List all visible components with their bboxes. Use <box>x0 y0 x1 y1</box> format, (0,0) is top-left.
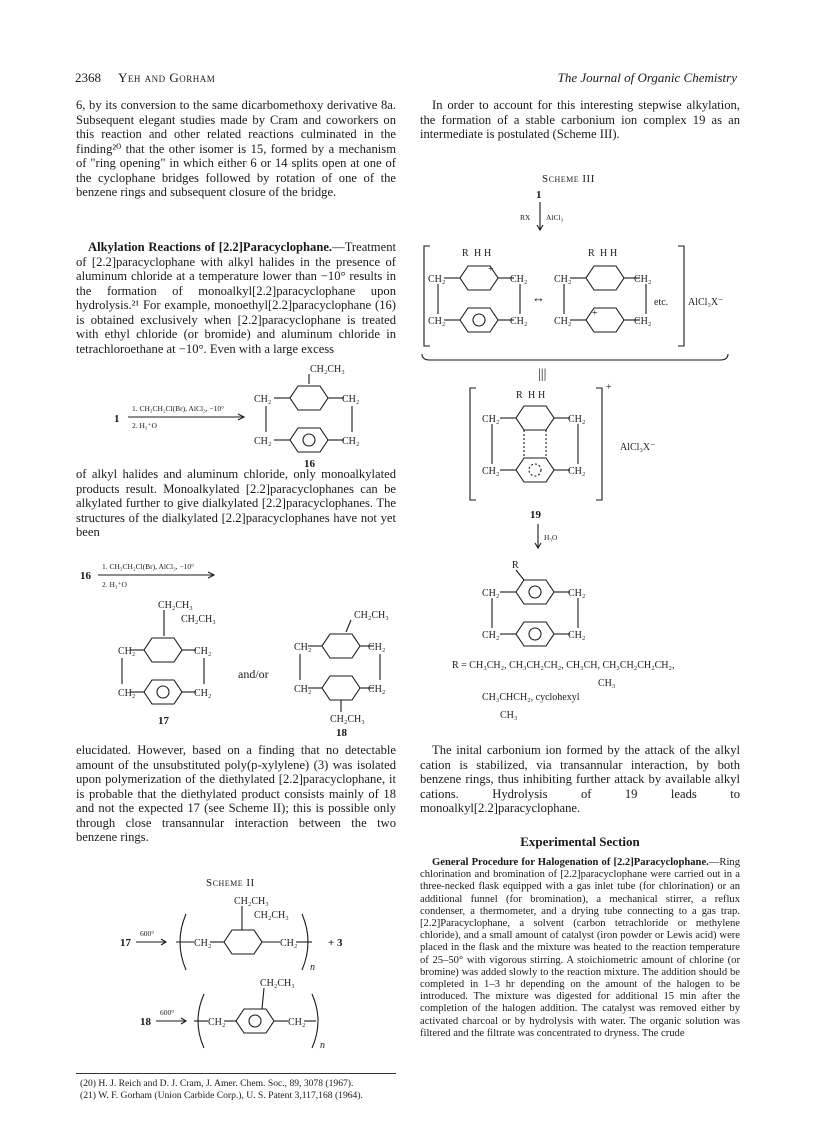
svg-text:H: H <box>528 390 536 401</box>
svg-text:CH₂: CH₂ <box>208 1017 226 1028</box>
carbonium-complex-19 <box>470 382 612 500</box>
svg-text:n: n <box>310 962 315 973</box>
reagent-16-step1: 1. CH₃CH₂Cl(Br), AlCl₃, −10° <box>132 404 225 413</box>
left-para-3 <box>76 467 396 540</box>
svg-text:CH₂CH₃: CH₂CH₃ <box>234 896 269 907</box>
complex-counterion: AlCl₃X⁻ <box>620 442 656 453</box>
left-para-3-text: of alkyl halides and aluminum chloride, only monoalkylated products result. Monoalkylated [2.2]paracyclophanes can be alkylated further to give dialkylated [2.2]paracyclophanes. The structures of the dialkylated [2.2]paracyclophanes have not yet been <box>76 467 396 539</box>
scheme-2-start-17: 17 <box>120 937 131 949</box>
scheme-3 <box>420 170 750 720</box>
scheme-2-start-18: 18 <box>140 1016 151 1028</box>
svg-text:CH₂CH₃: CH₂CH₃ <box>260 978 295 989</box>
svg-text:CH₂: CH₂ <box>634 316 652 327</box>
running-authors: Yeh and Gorham <box>118 70 216 85</box>
svg-text:CH₂: CH₂ <box>554 274 572 285</box>
monoalkyl-paracyclophane <box>482 560 585 646</box>
svg-text:CH₃: CH₃ <box>598 678 616 689</box>
svg-text:H: H <box>610 248 618 259</box>
svg-text:CH₃: CH₃ <box>500 710 518 720</box>
svg-text:AlCl₃: AlCl₃ <box>546 213 564 222</box>
svg-text:CH₂: CH₂ <box>482 630 500 641</box>
ethyl-substituent: CH₂CH₃ <box>310 364 345 375</box>
r-definition-line2: CH₃CHCH₂, cyclohexyl <box>482 692 580 703</box>
counterion-label: AlCl₃X⁻ <box>688 297 724 308</box>
svg-text:+: + <box>488 264 494 275</box>
r-definition-line1: R = CH₃CH₂, CH₃CH₂CH₂, CH₃CH, CH₃CH₂CH₂CH₂, <box>452 660 675 671</box>
compound-17-label: 17 <box>158 715 169 727</box>
scheme-2-title: Scheme II <box>206 877 255 889</box>
temp-600-b: 600° <box>160 1008 175 1017</box>
svg-text:CH₂: CH₂ <box>280 938 298 949</box>
svg-text:CH₂: CH₂ <box>368 684 386 695</box>
svg-text:CH₂: CH₂ <box>428 316 446 327</box>
svg-text:+: + <box>606 382 612 393</box>
svg-text:CH₂: CH₂ <box>428 274 446 285</box>
page-number: 2368 <box>75 70 101 85</box>
compound-19-label: 19 <box>530 509 541 521</box>
experimental-procedure <box>420 857 740 1040</box>
svg-text:H: H <box>600 248 608 259</box>
experimental-heading: Experimental Section <box>520 834 640 849</box>
svg-text:R: R <box>588 248 595 259</box>
reaction-17-18-scheme <box>76 560 396 740</box>
right-para-1 <box>420 98 740 142</box>
alkylation-heading: Alkylation Reactions of [2.2]Paracyclophane. <box>88 240 333 254</box>
svg-text:CH₂CH₃: CH₂CH₃ <box>181 614 216 625</box>
svg-text:R: R <box>516 390 523 401</box>
right-para-2-text: The inital carbonium ion formed by the attack of the alkyl cation is stabilized, via transannular interaction, by both benzene rings, thus inhibiting further attack by available alkyl cations. Hydrolysis of 19 leads to monoalkyl[2.2]paracyclophane. <box>420 743 740 815</box>
compound-16-label: 16 <box>304 458 315 470</box>
reagent-17-step1: 1. CH₃CH₂Cl(Br), AlCl₃, −10° <box>102 562 195 571</box>
resonance-structure-b <box>554 248 651 332</box>
svg-text:H: H <box>474 248 482 259</box>
svg-text:CH₂CH₃: CH₂CH₃ <box>330 714 365 725</box>
resonance-structure-a <box>428 248 527 332</box>
svg-text:CH₂: CH₂ <box>568 630 586 641</box>
journal-title: The Journal of Organic Chemistry <box>557 70 737 85</box>
left-para-2 <box>76 240 396 356</box>
svg-text:CH₂CH₃: CH₂CH₃ <box>254 910 289 921</box>
svg-text:CH₂: CH₂ <box>554 316 572 327</box>
svg-text:CH₂: CH₂ <box>482 466 500 477</box>
paracyclophane-16 <box>254 364 359 452</box>
svg-text:CH₂: CH₂ <box>194 938 212 949</box>
svg-text:CH₂: CH₂ <box>294 684 312 695</box>
svg-text:CH₂: CH₂ <box>194 688 212 699</box>
svg-text:CH₂: CH₂ <box>568 466 586 477</box>
compound-16-start: 16 <box>80 570 91 582</box>
procedure-heading: General Procedure for Halogenation of [2.2]Paracyclophane. <box>432 857 709 868</box>
compound-1-label: 1 <box>114 413 120 425</box>
svg-text:CH₂: CH₂ <box>510 274 528 285</box>
svg-text:CH₂: CH₂ <box>342 436 360 447</box>
footnote-20: (20) H. J. Reich and D. J. Cram, J. Amer. Chem. Soc., 89, 3078 (1967). <box>80 1078 354 1089</box>
svg-text:CH₂: CH₂ <box>568 588 586 599</box>
footnote-21: (21) W. F. Gorham (Union Carbide Corp.), U. S. Patent 3,117,168 (1964). <box>80 1090 363 1101</box>
svg-text:H: H <box>538 390 546 401</box>
procedure-text: —Ring chlorination and bromination of [2.2]paracyclophane were carried out in a three-necked flask equipped with a gas inlet tube (for chlorination) or an additional funnel (for bromination), a mechanical stirrer, a reflux condenser, a thermometer, and a drying tube connecting to a gas trap. [2.2]Paracyclophane, a solvent (carbon tetrachloride or methylene chloride), and a small amount of catalyst (iron powder or Lewis acid) were placed in the flask and the mixture was heated to the reaction temperature of 25–50° with vigorous stirring. A stoichiometric amount of chlorine (or bromine) was added slowly to the reaction mixture. The addition should be completed in 1–3 hr depending on the amount of the halogen to be introduced. The mixture was digested for additional 15 min after the completion of the halogen addition. The catalyst was removed either by activated charcoal or by hydrolysis with water. The organic solution was filtered and the filtrate was concentrated to dryness. The crude <box>420 857 740 1039</box>
left-para-1 <box>76 98 396 200</box>
svg-text:CH₂: CH₂ <box>568 414 586 425</box>
temp-600-a: 600° <box>140 929 155 938</box>
svg-text:CH₂: CH₂ <box>342 394 360 405</box>
svg-text:CH₂: CH₂ <box>634 274 652 285</box>
svg-text:n: n <box>320 1040 325 1051</box>
svg-text:RX: RX <box>520 213 531 222</box>
left-para-1-text: 6, by its conversion to the same dicarbomethoxy derivative 8a. Subsequent elegant studies made by Cram and coworkers on this reaction and other related reactions culminated in the finding²⁰ that the other isomer is 15, formed by a mechanism of "ring opening" in which either 6 or 14 splits open at one of the cyclophane bridges followed by rotation of one of the benzene rings and subsequent closure of the bridge. <box>76 98 396 199</box>
paracyclophane-17 <box>118 600 216 704</box>
svg-text:|||: ||| <box>538 367 547 382</box>
svg-text:CH₂: CH₂ <box>254 394 272 405</box>
scheme-3-title: Scheme III <box>542 173 595 185</box>
paracyclophane-18 <box>294 610 389 725</box>
left-para-4-text: elucidated. However, based on a finding that no detectable amount of the unsubstituted poly(p-xylylene) (3) was isolated upon polymerization of the diethylated [2.2]paracyclophane, it is probable that the diethylated product consists mainly of 18 and not the expected 17 (see Scheme II); this is possible only through close transannular interaction between the two benzene rings. <box>76 743 396 844</box>
reagent-17-step2: 2. H₃⁺O <box>102 580 127 589</box>
footnote-rule <box>76 1073 396 1074</box>
svg-text:↔: ↔ <box>532 290 545 305</box>
svg-text:CH₂: CH₂ <box>118 688 136 699</box>
and-or-text: and/or <box>238 667 269 681</box>
scheme-3-start-1: 1 <box>536 189 542 201</box>
scheme-2 <box>76 874 396 1070</box>
svg-text:CH₂: CH₂ <box>510 316 528 327</box>
right-para-2 <box>420 743 740 816</box>
svg-text:+: + <box>592 308 598 319</box>
svg-text:CH₂CH₃: CH₂CH₃ <box>158 600 193 611</box>
reaction-16-scheme <box>76 358 396 470</box>
svg-text:CH₂: CH₂ <box>368 642 386 653</box>
svg-text:CH₂: CH₂ <box>194 646 212 657</box>
svg-text:CH₂CH₃: CH₂CH₃ <box>354 610 389 621</box>
plus-3: + 3 <box>328 937 343 949</box>
left-para-4 <box>76 743 396 845</box>
right-para-1-text: In order to account for this interesting stepwise alkylation, the formation of a stable carbonium ion complex 19 as an intermediate is postulated (Scheme III). <box>420 98 740 141</box>
svg-text:H: H <box>484 248 492 259</box>
svg-text:CH₂: CH₂ <box>482 588 500 599</box>
svg-text:CH₂: CH₂ <box>254 436 272 447</box>
svg-text:R: R <box>462 248 469 259</box>
svg-text:CH₂: CH₂ <box>288 1017 306 1028</box>
svg-text:CH₂: CH₂ <box>118 646 136 657</box>
left-para-2-text: —Treatment of [2.2]paracyclophane with alkyl halides in the presence of aluminum chloride at a temperature lower than −10° results in the formation of monoalkyl[2.2]paracyclophane upon hydrolysis.²¹ For example, monoethyl[2.2]paracyclophane (16) is obtained exclusively when [2.2]paracyclophane is treated with ethyl chloride (or bromide) and aluminum chloride in tetrachloroethane at −10°. Even with a large excess <box>76 240 396 356</box>
svg-text:R: R <box>512 560 519 571</box>
svg-text:H₃O: H₃O <box>544 533 558 542</box>
reagent-16-step2: 2. H₃⁺O <box>132 421 157 430</box>
compound-18-label: 18 <box>336 727 347 739</box>
svg-text:CH₂: CH₂ <box>294 642 312 653</box>
etc-label: etc. <box>654 297 669 308</box>
svg-text:CH₂: CH₂ <box>482 414 500 425</box>
